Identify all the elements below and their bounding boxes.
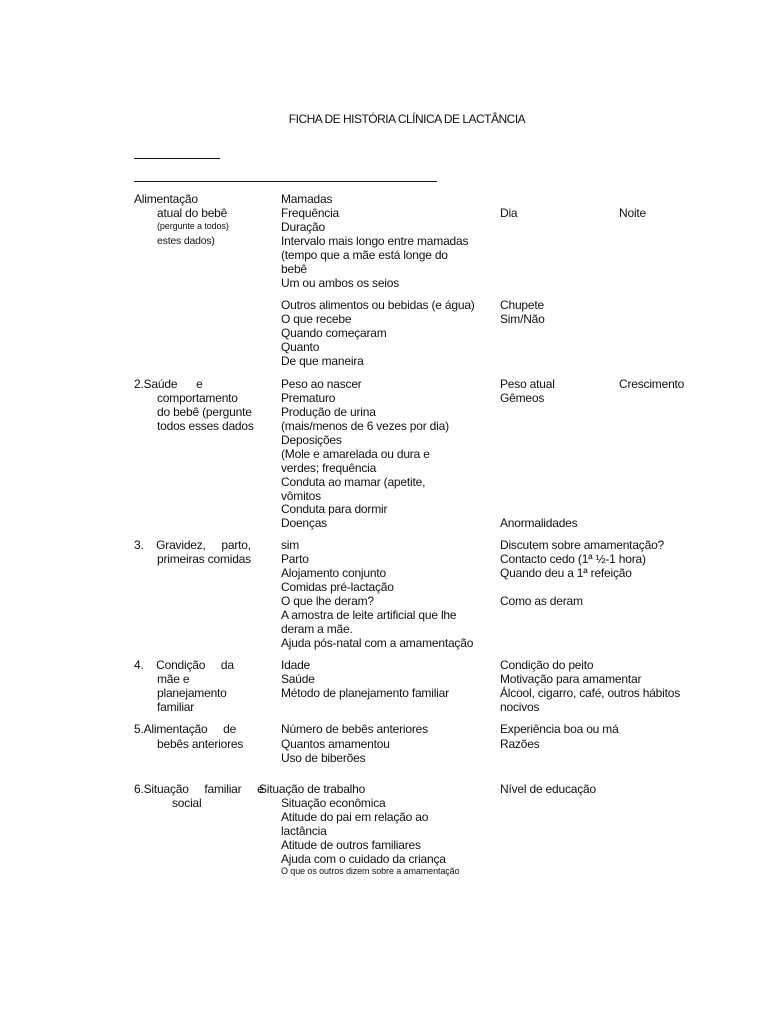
s4-right: nocivos <box>500 700 540 714</box>
s2-heading-4: todos esses dados <box>157 419 254 433</box>
s3-heading-2: primeiras comidas <box>157 552 251 566</box>
s2-item: Doenças <box>281 516 327 530</box>
s3-como: Como as deram <box>500 594 583 608</box>
s1-item: Quanto <box>281 340 320 354</box>
s3-refeicao: Quando deu a 1ª refeição <box>500 566 632 580</box>
s6-item: Ajuda com o cuidado da criança <box>281 852 446 866</box>
form-title: FICHA DE HISTÓRIA CLÍNICA DE LACTÂNCIA <box>288 112 526 126</box>
s2-item: vômitos <box>281 489 321 503</box>
s4-item: Método de planejamento familiar <box>281 686 449 700</box>
s6-item: Atitude do pai em relação ao <box>281 810 429 824</box>
s4-right: Álcool, cigarro, café, outros hábitos <box>500 686 681 700</box>
s6-item: Atitude de outros familiares <box>281 838 421 852</box>
s3-discutem: Discutem sobre amamentação? <box>500 538 665 552</box>
s3-item: A amostra de leite artificial que lhe <box>281 608 457 622</box>
s2-heading-1: 2.Saúde e <box>134 377 203 391</box>
s1-dia: Dia <box>500 206 518 220</box>
s2-item: Conduta para dormir <box>281 502 388 516</box>
s3-heading-1: 3. Gravidez, parto, <box>134 538 251 552</box>
s3-item: Parto <box>281 552 309 566</box>
name-line-long <box>134 181 437 182</box>
s1-item: (tempo que a mãe está longe do <box>281 248 448 262</box>
s4-heading-4: familiar <box>157 700 195 714</box>
s1-item: Frequência <box>281 206 340 220</box>
s3-item: Alojamento conjunto <box>281 566 386 580</box>
s2-item: Produção de urina <box>281 405 376 419</box>
s5-item: Quantos amamentou <box>281 737 390 751</box>
s1-item: Um ou ambos os seios <box>281 276 400 290</box>
s5-heading-1: 5.Alimentação de <box>134 722 237 736</box>
s4-item: Idade <box>281 658 311 672</box>
s1-heading-1: Alimentação <box>134 192 198 206</box>
s3-contacto: Contacto cedo (1ª ½-1 hora) <box>500 552 646 566</box>
s2-crescimento: Crescimento <box>619 377 685 391</box>
s2-heading-2: comportamento <box>157 391 238 405</box>
s2-item: Peso ao nascer <box>281 377 362 391</box>
s1-note-1: (pergunte a todos) <box>157 221 229 231</box>
s3-item: O que lhe deram? <box>281 594 374 608</box>
s2-item: (Mole e amarelada ou dura e <box>281 447 430 461</box>
s3-item: Ajuda pós-natal com a amamentação <box>281 636 474 650</box>
s1-noite: Noite <box>619 206 647 220</box>
s1-simnao: Sim/Não <box>500 312 545 326</box>
s2-heading-3: do bebê (pergunte <box>157 405 252 419</box>
s6-item-small: O que os outros dizem sobre a amamentação <box>281 866 460 876</box>
s6-heading-1: 6.Situação familiar e <box>134 782 264 796</box>
s1-item: Mamadas <box>281 192 333 206</box>
s2-item: verdes; frequência <box>281 461 377 475</box>
s1-note-2: estes dados) <box>157 235 215 247</box>
s5-item: Uso de biberões <box>281 751 366 765</box>
s2-item: Deposições <box>281 433 342 447</box>
s1-chupete: Chupete <box>500 298 544 312</box>
s3-item: deram a mãe. <box>281 622 353 636</box>
s1-item: bebê <box>281 262 307 276</box>
s1-item: Duração <box>281 220 325 234</box>
s5-right: Experiência boa ou má <box>500 722 619 736</box>
s6-heading-2: social <box>172 796 202 810</box>
name-line-short <box>134 158 220 159</box>
s1-heading-2: atual do bebê <box>157 206 228 220</box>
s3-item: Comidas pré-lactação <box>281 580 394 594</box>
s2-item: (mais/menos de 6 vezes por dia) <box>281 419 449 433</box>
s1-item: Intervalo mais longo entre mamadas <box>281 234 469 248</box>
s2-anormalidades: Anormalidades <box>500 516 578 530</box>
s6-item: Situação econômica <box>281 796 386 810</box>
s2-peso-atual: Peso atual <box>500 377 555 391</box>
s6-item: lactância <box>281 824 327 838</box>
s6-right: Nível de educação <box>500 782 596 796</box>
s4-right: Condição do peito <box>500 658 594 672</box>
s1-item: Quando começaram <box>281 326 387 340</box>
s4-right: Motivação para amamentar <box>500 672 642 686</box>
s1-item: Outros alimentos ou bebidas (e água) <box>281 298 475 312</box>
s4-heading-2: mãe e <box>157 672 190 686</box>
s5-heading-2: bebês anteriores <box>157 737 244 751</box>
s4-heading-1: 4. Condição da <box>134 658 234 672</box>
s4-item: Saúde <box>281 672 315 686</box>
s2-item: Prematuro <box>281 391 336 405</box>
s3-item: sim <box>281 538 300 552</box>
s1-item: O que recebe <box>281 312 352 326</box>
s2-item: Conduta ao mamar (apetite, <box>281 475 426 489</box>
s5-right: Razões <box>500 737 540 751</box>
s4-heading-3: planejamento <box>157 686 227 700</box>
s5-item: Número de bebês anteriores <box>281 722 428 736</box>
s6-item-first: Situação de trabalho <box>259 782 366 796</box>
s2-gemeos: Gêmeos <box>500 391 545 405</box>
s1-item: De que maneira <box>281 354 364 368</box>
